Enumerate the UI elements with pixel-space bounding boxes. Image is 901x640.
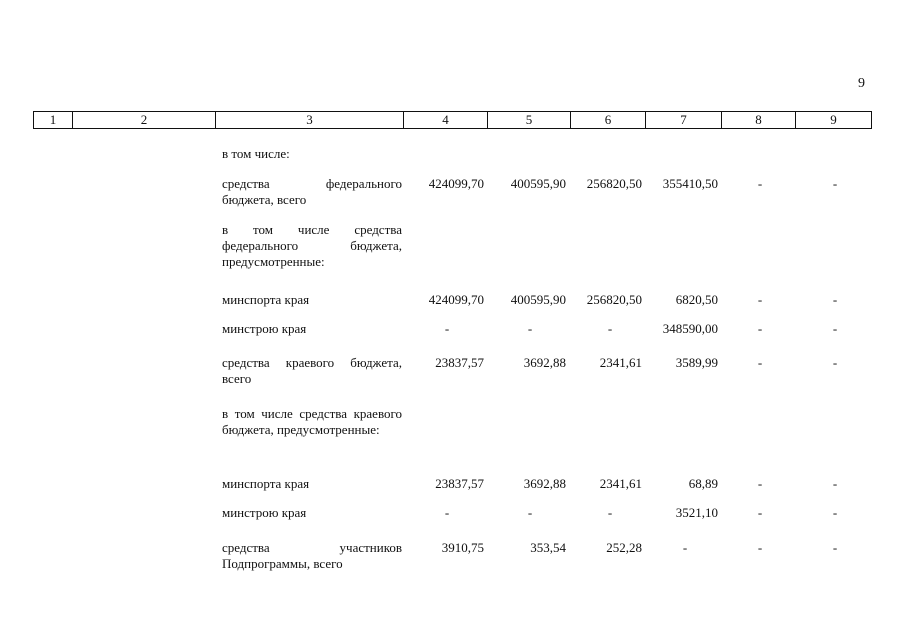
cell-col-8: - <box>757 505 763 520</box>
row-description: в том числе: <box>222 146 290 161</box>
cell-col-6: - <box>607 321 613 336</box>
cell-col-5: 400595,90 <box>510 292 566 307</box>
cell-col-7: 348590,00 <box>662 321 718 336</box>
row-description: в том числе средства федерального бюджета, предусмотренные: <box>222 222 402 269</box>
cell-col-7: 68,89 <box>688 476 718 491</box>
cell-col-4: 23837,57 <box>435 355 484 370</box>
col-number-5: 5 <box>488 112 571 129</box>
cell-col-7: - <box>682 540 688 555</box>
cell-col-7: 3521,10 <box>675 505 718 520</box>
col-number-6: 6 <box>571 112 646 129</box>
cell-col-6: 2341,61 <box>599 476 642 491</box>
cell-col-8: - <box>757 355 763 370</box>
row-description: минспорта края <box>222 292 310 307</box>
cell-col-6: 256820,50 <box>586 176 642 191</box>
cell-col-5: 3692,88 <box>523 476 566 491</box>
col-number-2: 2 <box>73 112 216 129</box>
cell-col-8: - <box>757 292 763 307</box>
cell-col-8: - <box>757 176 763 191</box>
cell-col-7: 355410,50 <box>662 176 718 191</box>
cell-col-4: - <box>444 321 450 336</box>
col-number-9: 9 <box>796 112 872 129</box>
cell-col-5: 353,54 <box>530 540 566 555</box>
cell-col-4: 424099,70 <box>428 292 484 307</box>
cell-col-9: - <box>832 476 838 491</box>
page-number: 9 <box>858 76 865 91</box>
col-number-8: 8 <box>722 112 796 129</box>
column-number-header <box>33 111 872 129</box>
cell-col-5: 3692,88 <box>523 355 566 370</box>
cell-col-5: 400595,90 <box>510 176 566 191</box>
cell-col-8: - <box>757 540 763 555</box>
cell-col-6: 256820,50 <box>586 292 642 307</box>
cell-col-7: 6820,50 <box>675 292 718 307</box>
cell-col-9: - <box>832 505 838 520</box>
cell-col-5: - <box>527 505 533 520</box>
cell-col-4: 23837,57 <box>435 476 484 491</box>
cell-col-4: - <box>444 505 450 520</box>
cell-col-5: - <box>527 321 533 336</box>
cell-col-6: 2341,61 <box>599 355 642 370</box>
row-description: средства краевого бюджета, всего <box>222 355 402 386</box>
row-description: в том числе средства краевого бюджета, предусмотренные: <box>222 406 402 437</box>
cell-col-6: - <box>607 505 613 520</box>
col-number-1: 1 <box>34 112 73 129</box>
cell-col-8: - <box>757 476 763 491</box>
cell-col-6: 252,28 <box>606 540 642 555</box>
col-number-3: 3 <box>216 112 404 129</box>
cell-col-9: - <box>832 176 838 191</box>
cell-col-9: - <box>832 321 838 336</box>
cell-col-8: - <box>757 321 763 336</box>
row-description: минстрою края <box>222 505 307 520</box>
cell-col-9: - <box>832 292 838 307</box>
row-description: средства федерального бюджета, всего <box>222 176 402 207</box>
cell-col-4: 424099,70 <box>428 176 484 191</box>
row-description: минспорта края <box>222 476 310 491</box>
cell-col-9: - <box>832 355 838 370</box>
cell-col-9: - <box>832 540 838 555</box>
col-number-4: 4 <box>404 112 488 129</box>
row-description: минстрою края <box>222 321 307 336</box>
cell-col-7: 3589,99 <box>675 355 718 370</box>
cell-col-4: 3910,75 <box>441 540 484 555</box>
row-description: средства участников Подпрограммы, всего <box>222 540 402 571</box>
col-number-7: 7 <box>646 112 722 129</box>
